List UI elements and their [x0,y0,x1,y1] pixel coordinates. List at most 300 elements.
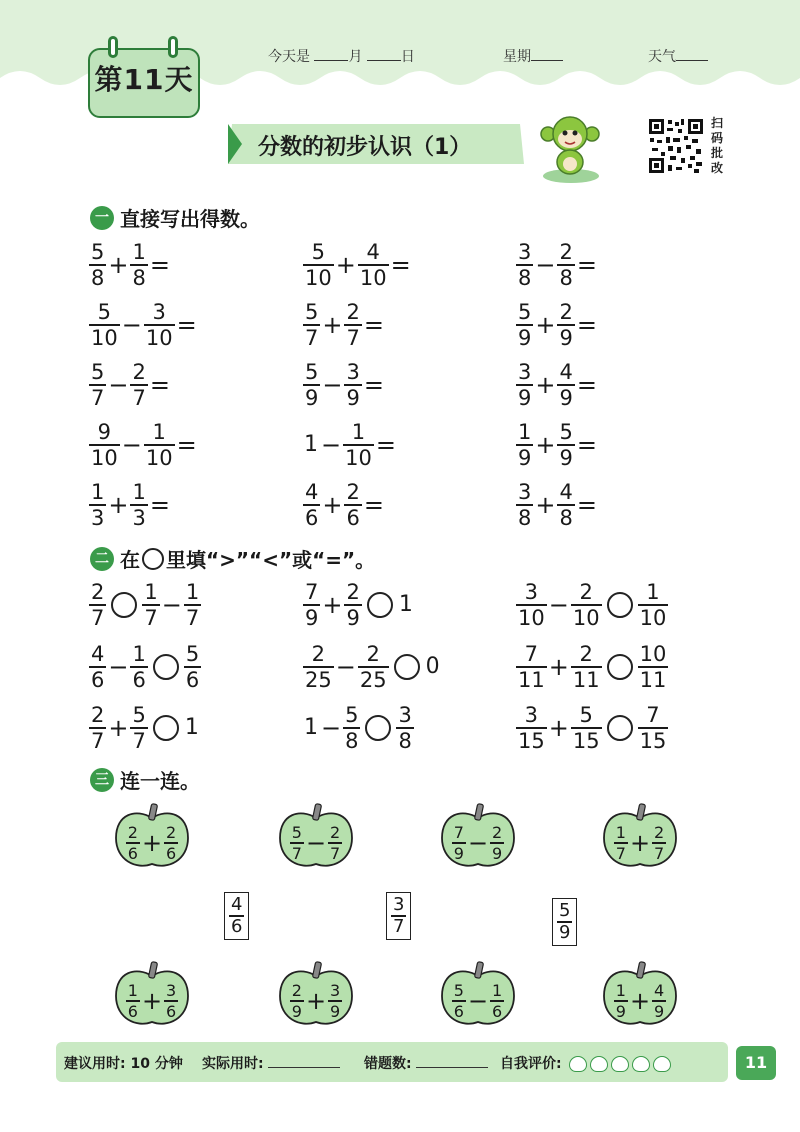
denominator: 10 [572,605,600,630]
fraction [516,642,547,692]
denominator: 8 [132,265,146,290]
numerator: 2 [579,580,593,604]
denominator: 6 [492,1001,503,1021]
expression [515,580,669,630]
operator: = [149,490,170,519]
fraction [89,360,106,410]
denominator: 8 [518,505,532,530]
denominator: 9 [453,843,464,863]
denominator: 10 [345,445,372,470]
month-blank[interactable] [314,47,348,61]
numerator: 5 [305,300,319,324]
denominator: 15 [639,728,667,753]
numerator: 5 [345,703,359,727]
denominator: 9 [559,325,573,350]
operator: = [176,430,197,459]
denominator: 6 [453,1001,464,1021]
numerator: 4 [559,360,573,384]
section-3-instruction: 连一连。 [120,769,200,793]
fraction [557,901,572,943]
numerator: 2 [579,642,593,666]
operator: − [335,652,356,681]
denominator: 7 [144,605,158,630]
section-2-number: 二 [90,547,114,571]
operator: = [576,370,597,399]
compare-circle[interactable] [607,715,633,741]
fraction [343,703,360,753]
fraction [89,240,106,290]
fraction [184,580,201,630]
fraction [130,642,147,692]
denominator: 10 [91,325,118,350]
fraction [490,981,504,1021]
denominator: 9 [492,843,503,863]
expression [289,981,343,1021]
self-evaluation: 自我评价: [500,1053,671,1073]
denominator: 6 [166,1001,177,1021]
fraction [516,240,533,290]
denominator: 6 [231,915,243,937]
expression [515,480,598,530]
fraction [164,823,178,863]
operator: + [108,490,129,519]
denominator: 7 [305,325,319,350]
numerator: 2 [346,480,360,504]
apple-card[interactable] [112,960,192,1030]
numerator: 1 [132,480,146,504]
fraction [344,580,361,630]
expression [515,420,598,470]
weekday-line: 星期 [503,46,563,66]
expression [451,981,505,1021]
expression [302,642,442,692]
fraction [516,420,533,470]
actual-time-blank[interactable] [268,1054,340,1068]
operator: + [548,652,569,681]
operator: = [390,250,411,279]
operator: + [335,250,356,279]
rating-face-icon[interactable] [653,1056,671,1072]
numerator: 1 [351,420,366,444]
numerator: 1 [132,642,146,666]
fraction [142,580,159,630]
fraction [344,360,361,410]
numerator: 1 [646,580,660,604]
operator: − [161,590,182,619]
fraction [557,360,574,410]
numerator: 5 [91,240,105,264]
apple-card[interactable] [276,960,356,1030]
apple-card[interactable] [438,802,518,872]
page-title: 分数的初步认识（1） [258,135,472,160]
fraction [290,823,304,863]
denominator: 11 [572,667,600,692]
denominator: 8 [91,265,105,290]
expression [125,981,179,1021]
fraction [396,703,413,753]
expression [515,300,598,350]
expression [125,823,179,863]
numerator: 9 [97,420,112,444]
numerator: 2 [291,981,302,1001]
denominator: 8 [518,265,532,290]
denominator: 7 [654,843,665,863]
numerator: 2 [330,823,341,843]
denominator: 8 [398,728,412,753]
page-number: 11 [736,1046,776,1080]
numerator: 1 [91,480,105,504]
answer-box[interactable] [224,892,249,940]
compare-circle[interactable] [153,715,179,741]
fraction [516,360,533,410]
numerator: 4 [559,480,573,504]
fraction [614,823,628,863]
numerator: 4 [231,894,243,915]
expression [613,823,667,863]
operator: = [176,310,197,339]
fraction [144,300,175,350]
rating-face-icon[interactable] [569,1056,587,1072]
fraction [344,300,361,350]
whole-number: 1 [304,431,318,457]
fraction [652,981,666,1021]
expression [302,580,415,630]
numerator: 4 [91,642,105,666]
denominator: 10 [145,325,173,350]
fraction [89,480,106,530]
numerator: 7 [524,642,539,666]
rating-face-icon[interactable] [611,1056,629,1072]
expression [88,360,171,410]
fraction [391,895,406,937]
compare-circle[interactable] [365,715,391,741]
denominator: 9 [518,325,532,350]
fraction [303,580,320,630]
expression [515,240,598,290]
denominator: 15 [518,728,545,753]
numerator: 2 [166,823,177,843]
apple-card[interactable] [112,802,192,872]
answer-box[interactable] [386,892,411,940]
denominator: 3 [132,505,146,530]
numerator: 1 [127,981,138,1001]
numerator: 2 [559,300,573,324]
denominator: 6 [91,667,105,692]
fraction [229,895,244,937]
fraction [328,981,342,1021]
operator: + [108,250,129,279]
numerator: 3 [330,981,341,1001]
denominator: 8 [559,505,573,530]
fraction [638,580,669,630]
fraction [490,823,504,863]
numerator: 3 [393,894,405,915]
denominator: 7 [393,915,405,937]
denominator: 9 [518,445,532,470]
numerator: 2 [654,823,665,843]
operator: + [322,490,343,519]
denominator: 9 [330,1001,341,1021]
numerator: 2 [346,300,360,324]
fraction [89,703,106,753]
rating-face-icon[interactable] [590,1056,608,1072]
fraction [571,580,602,630]
fraction [89,420,120,470]
operator: − [108,652,129,681]
fraction [303,642,334,692]
denominator: 10 [305,265,332,290]
numerator: 1 [144,580,158,604]
fraction [516,703,547,753]
numerator: 5 [132,703,146,727]
fraction [343,420,374,470]
denominator: 9 [559,921,571,943]
numerator: 1 [152,420,166,444]
compare-circle[interactable] [367,592,393,618]
denominator: 3 [91,505,105,530]
denominator: 9 [346,605,360,630]
expression [302,240,412,290]
denominator: 7 [91,728,105,753]
expression [88,480,171,530]
operator: − [467,829,489,857]
numerator: 5 [305,360,319,384]
expression [613,981,667,1021]
qr-code-icon[interactable] [648,118,704,174]
operator: − [467,987,489,1015]
whole-number: 1 [398,591,413,617]
denominator: 7 [91,605,105,630]
operator: = [149,370,170,399]
numerator: 2 [346,580,360,604]
numerator: 2 [91,703,105,727]
expression [302,703,415,753]
fraction [638,642,669,692]
fraction [303,480,320,530]
compare-circle[interactable] [394,654,420,680]
numerator: 3 [398,703,412,727]
expression [88,300,198,350]
denominator: 6 [166,843,177,863]
fraction [130,240,147,290]
numerator: 4 [654,981,665,1001]
compare-circle[interactable] [111,592,137,618]
denominator: 11 [518,667,545,692]
fraction [557,480,574,530]
denominator: 15 [572,728,600,753]
denominator: 25 [305,667,332,692]
title-banner [228,122,528,166]
answer-box[interactable] [552,898,577,946]
compare-circle[interactable] [153,654,179,680]
numerator: 4 [305,480,319,504]
numerator: 3 [152,300,166,324]
fraction [571,642,602,692]
fraction [557,300,574,350]
fraction [144,420,175,470]
operator: = [576,490,597,519]
expression [289,823,343,863]
date-line: 今天是 月 日 [268,49,415,65]
numerator: 3 [524,703,539,727]
denominator: 10 [359,265,387,290]
operator: = [363,490,384,519]
fraction [516,300,533,350]
numerator: 2 [366,642,380,666]
compare-circle[interactable] [607,592,633,618]
fraction [557,240,574,290]
fraction [303,300,320,350]
fraction [614,981,628,1021]
fraction [516,480,533,530]
numerator: 3 [518,360,532,384]
operator: − [321,713,342,742]
fraction [358,642,389,692]
numerator: 5 [579,703,593,727]
day-blank[interactable] [367,47,401,61]
denominator: 9 [559,385,573,410]
expression [302,360,385,410]
error-count-blank[interactable] [416,1054,488,1068]
denominator: 7 [330,843,341,863]
suggested-time: 建议用时: 10 分钟 [64,1056,183,1072]
numerator: 1 [518,420,532,444]
operator: = [375,430,396,459]
denominator: 10 [145,445,173,470]
fraction [344,480,361,530]
expression [88,580,202,630]
expression [88,703,201,753]
apple-card[interactable] [438,960,518,1030]
section-1-instruction: 直接写出得数。 [120,207,260,231]
operator: − [108,370,129,399]
operator: + [108,713,129,742]
expression [88,642,202,692]
operator: = [576,310,597,339]
numerator: 3 [518,480,532,504]
operator: + [548,713,569,742]
denominator: 6 [127,843,138,863]
rating-face-icon[interactable] [632,1056,650,1072]
operator: + [535,310,556,339]
section-3-heading [90,765,200,794]
fraction [89,642,106,692]
whole-number: 1 [304,714,318,740]
numerator: 1 [492,981,503,1001]
denominator: 9 [615,1001,626,1021]
fraction [638,703,669,753]
expression [451,823,505,863]
operator: − [321,430,342,459]
operator: + [629,987,651,1015]
expression [88,420,198,470]
operator: = [149,250,170,279]
numerator: 3 [166,981,177,1001]
fraction [652,823,666,863]
numerator: 1 [185,580,200,604]
denominator: 6 [132,667,146,692]
denominator: 9 [305,385,319,410]
fraction [130,360,147,410]
actual-time: 实际用时: [202,1053,340,1073]
numerator: 2 [559,240,573,264]
denominator: 6 [185,667,200,692]
denominator: 9 [559,445,573,470]
numerator: 3 [518,240,532,264]
denominator: 6 [305,505,319,530]
apple-card[interactable] [600,960,680,1030]
numerator: 2 [311,642,326,666]
fraction [557,420,574,470]
expression [302,300,385,350]
numerator: 7 [305,580,319,604]
numerator: 5 [311,240,326,264]
operator: = [576,430,597,459]
numerator: 3 [524,580,539,604]
denominator: 7 [291,843,302,863]
numerator: 10 [639,642,667,666]
numerator: 1 [132,240,146,264]
expression [515,642,669,692]
circle-symbol [142,548,164,570]
operator: + [322,310,343,339]
fraction [290,981,304,1021]
section-1-number: 一 [90,206,114,230]
whole-number: 1 [184,714,199,740]
denominator: 9 [291,1001,302,1021]
denominator: 7 [132,728,146,753]
denominator: 7 [132,385,146,410]
fraction [89,580,106,630]
operator: + [141,987,163,1015]
denominator: 9 [305,605,319,630]
apple-card[interactable] [276,802,356,872]
fraction [126,823,140,863]
numerator: 5 [518,300,532,324]
fraction [452,981,466,1021]
denominator: 10 [518,605,545,630]
operator: = [363,370,384,399]
denominator: 10 [91,445,118,470]
error-count: 错题数: [364,1053,488,1073]
monkey-icon [536,112,606,184]
numerator: 2 [132,360,146,384]
footer-bar [56,1042,728,1082]
denominator: 9 [346,385,360,410]
numerator: 1 [615,981,626,1001]
numerator: 5 [291,823,302,843]
day-badge [88,36,200,118]
compare-circle[interactable] [607,654,633,680]
denominator: 7 [615,843,626,863]
weekday-blank[interactable] [531,47,563,61]
numerator: 4 [366,240,380,264]
fraction [89,300,120,350]
expression [302,420,397,470]
operator: + [535,370,556,399]
denominator: 7 [91,385,105,410]
scan-correct-label: 扫 码 批 改 [710,116,723,175]
denominator: 6 [127,1001,138,1021]
whole-number: 0 [425,653,440,679]
denominator: 6 [346,505,360,530]
apple-card[interactable] [600,802,680,872]
numerator: 5 [559,900,571,921]
denominator: 9 [654,1001,665,1021]
operator: + [535,490,556,519]
fraction [571,703,602,753]
weather-blank[interactable] [676,47,708,61]
